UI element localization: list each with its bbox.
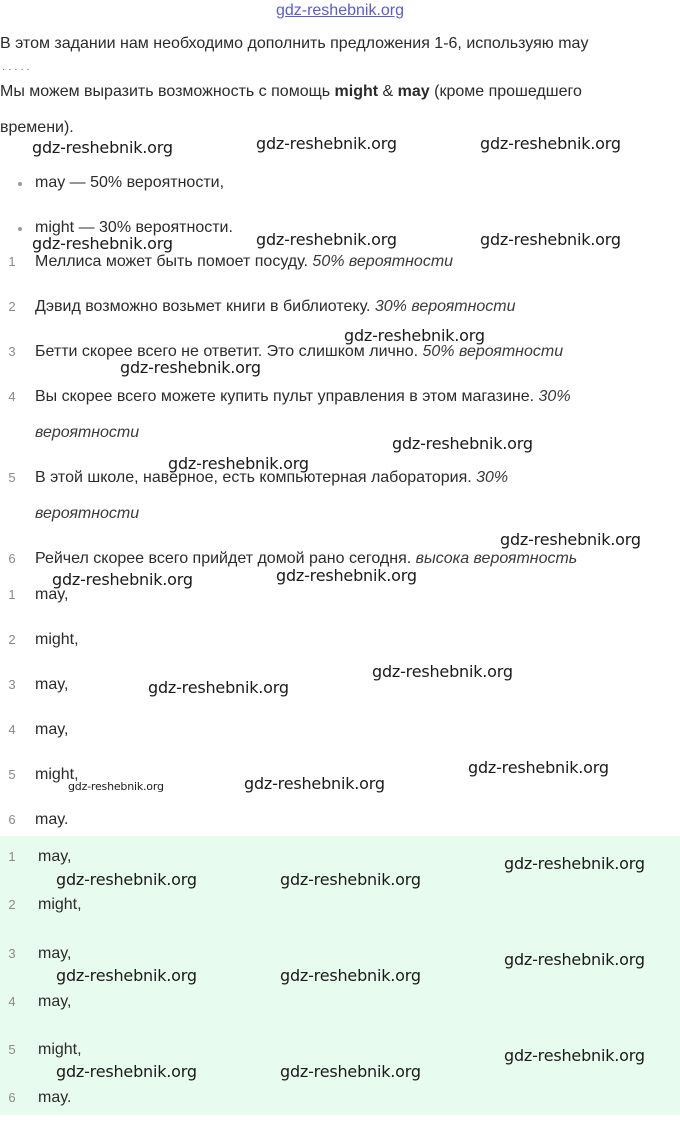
final-answer-text: might, <box>38 1041 82 1059</box>
answer-text: may, <box>35 586 69 603</box>
probability-tag: 50% вероятности <box>312 253 454 270</box>
item-number: 6 <box>8 1090 16 1106</box>
answer-item <box>0 667 680 712</box>
watermark: gdz-reshebnik.org <box>148 678 289 697</box>
answer-text: may, <box>35 721 69 738</box>
watermark: gdz-reshebnik.org <box>468 758 609 777</box>
sentence-text: Вы скорее всего можете купить пульт управления в этом магазине. <box>35 388 539 405</box>
watermark: gdz-reshebnik.org <box>372 662 513 681</box>
watermark: gdz-reshebnik.org <box>280 870 421 889</box>
explain-line-1 <box>0 74 678 110</box>
sentence-text: В этой школе, наверное, есть компьютерная лаборатория. <box>35 469 477 486</box>
watermark: gdz-reshebnik.org <box>256 230 397 249</box>
item-number: 5 <box>8 470 16 485</box>
final-answer-text: may, <box>38 992 72 1010</box>
item-number: 1 <box>8 254 16 269</box>
sentence-text: Рейчел скорее всего прийдет домой рано сегодня. <box>35 550 416 567</box>
probability-tag: высока вероятность <box>415 550 578 567</box>
watermark: gdz-reshebnik.org <box>344 326 485 345</box>
watermark: gdz-reshebnik.org <box>504 1046 645 1065</box>
site-title[interactable]: gdz-reshebnik.org <box>275 2 405 19</box>
watermark: gdz-reshebnik.org <box>280 966 421 985</box>
watermark: gdz-reshebnik.org <box>480 230 621 249</box>
watermark: gdz-reshebnik.org <box>244 774 385 793</box>
sentence-item <box>0 379 680 460</box>
probability-tag-cont: вероятности <box>35 424 140 441</box>
explain-bold-may: may <box>397 83 430 100</box>
intro-cut-line: · · · · · <box>2 64 30 75</box>
watermark: gdz-reshebnik.org <box>32 234 173 253</box>
watermark: gdz-reshebnik.org <box>504 854 645 873</box>
watermark: gdz-reshebnik.org <box>500 530 641 549</box>
bullet-dot-icon <box>18 227 22 231</box>
probability-tag-cont: вероятности <box>35 505 140 522</box>
short-answer-list <box>0 577 680 847</box>
watermark: gdz-reshebnik.org <box>120 358 261 377</box>
probability-tag: 30% <box>538 388 571 405</box>
explain-amp: & <box>378 83 398 100</box>
final-answer-item <box>0 1085 680 1133</box>
final-answer-text: may. <box>38 1089 72 1107</box>
sentence-text: Бетти скорее всего не ответит. Это слишком лично. <box>35 343 423 360</box>
answer-text: may. <box>35 811 69 828</box>
item-number: 3 <box>8 677 16 692</box>
final-answer-item <box>0 892 680 940</box>
item-number: 4 <box>8 389 16 404</box>
answer-text: might, <box>35 631 79 648</box>
final-answer-text: might, <box>38 896 82 914</box>
item-number: 5 <box>8 767 16 782</box>
item-number: 1 <box>8 587 16 602</box>
item-number: 2 <box>8 632 16 647</box>
answer-item <box>0 712 680 757</box>
watermark: gdz-reshebnik.org <box>168 454 309 473</box>
explain-bold-might: might <box>334 83 379 100</box>
sentence-item <box>0 289 680 334</box>
sentence-item <box>0 334 680 379</box>
final-answer-text: may, <box>38 848 72 865</box>
item-number: 1 <box>8 849 16 864</box>
watermark: gdz-reshebnik.org <box>56 870 197 889</box>
item-number: 6 <box>8 551 16 566</box>
probability-tag: 30% вероятности <box>374 298 516 315</box>
sentence-text: Меллиса может быть помоет посуду. <box>35 253 313 270</box>
item-number: 5 <box>8 1042 16 1058</box>
watermark: gdz-reshebnik.org <box>52 570 193 589</box>
watermark: gdz-reshebnik.org <box>480 134 621 153</box>
watermark: gdz-reshebnik.org <box>256 134 397 153</box>
explain-text-1: Мы можем выразить возможность с помощь <box>0 83 335 100</box>
item-number: 2 <box>8 897 16 913</box>
probability-tag: 30% <box>476 469 509 486</box>
bullet-text: may — 50% вероятности, <box>35 174 225 191</box>
bullet-item <box>0 166 680 211</box>
answer-text: might, <box>35 766 79 783</box>
watermark: gdz-reshebnik.org <box>56 1062 197 1081</box>
watermark: gdz-reshebnik.org <box>276 566 417 585</box>
explain-line-2: времени). <box>0 119 74 136</box>
watermark: gdz-reshebnik.org <box>280 1062 421 1081</box>
bullet-text: might — 30% вероятности. <box>35 219 233 236</box>
item-number: 4 <box>8 993 16 1009</box>
sentence-text: Дэвид возможно возьмет книги в библиотеку. <box>35 298 375 315</box>
probability-tag: 50% вероятности <box>422 343 564 360</box>
watermark: gdz-reshebnik.org <box>392 434 533 453</box>
bullet-dot-icon <box>18 182 22 186</box>
final-answer-item <box>0 989 680 1037</box>
final-answer-text: may, <box>38 944 72 962</box>
sentence-item <box>0 460 680 541</box>
item-number: 3 <box>8 945 16 961</box>
watermark: gdz-reshebnik.org <box>32 138 173 157</box>
item-number: 3 <box>8 344 16 359</box>
answer-text: may, <box>35 676 69 693</box>
answer-item <box>0 622 680 667</box>
watermark: gdz-reshebnik.org <box>504 950 645 969</box>
watermark: gdz-reshebnik.org <box>56 966 197 985</box>
item-number: 6 <box>8 812 16 827</box>
item-number: 2 <box>8 299 16 314</box>
item-number: 4 <box>8 722 16 737</box>
watermark: gdz-reshebnik.org <box>68 780 164 793</box>
explain-text-2: (кроме прошедшего <box>429 83 582 100</box>
intro-line: В этом задании нам необходимо дополнить предложения 1-6, используяю may <box>0 35 589 52</box>
